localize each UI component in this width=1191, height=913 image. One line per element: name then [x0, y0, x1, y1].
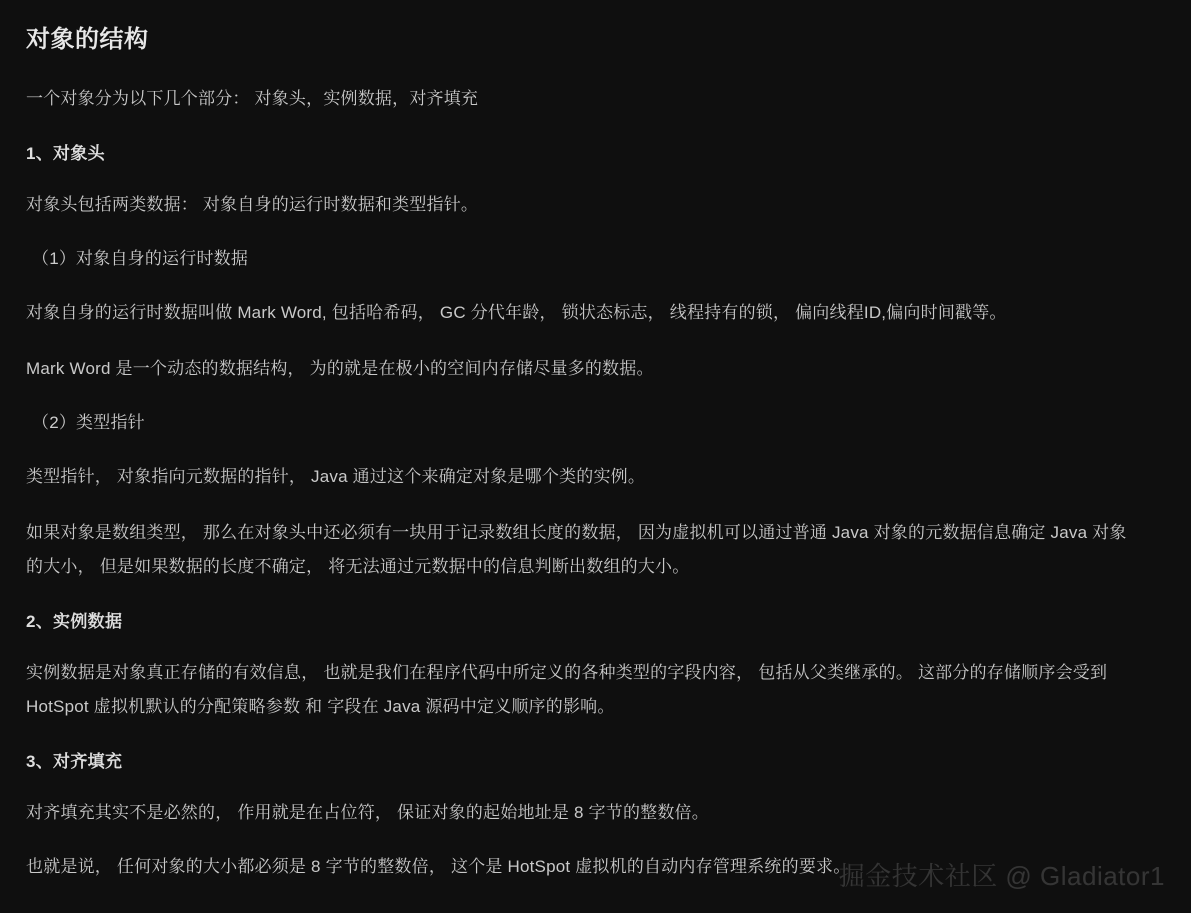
- subsection-paragraph: 对象自身的运行时数据叫做 Mark Word, 包括哈希码， GC 分代年龄， 锁状态标志， 线程持有的锁， 偏向线程ID,偏向时间戳等。: [26, 303, 1007, 322]
- section-heading-instance-data: 2、实例数据: [26, 612, 123, 631]
- subsection-heading-type-pointer: （2）类型指针: [32, 413, 145, 432]
- section-heading-object-header: 1、对象头: [26, 144, 105, 163]
- section-heading-padding: 3、对齐填充: [26, 752, 123, 771]
- intro-paragraph: 一个对象分为以下几个部分： 对象头，实例数据，对齐填充: [26, 89, 479, 108]
- section-paragraph: 对齐填充其实不是必然的， 作用就是在占位符， 保证对象的起始地址是 8 字节的整数倍。: [26, 803, 709, 822]
- subsection-paragraph: 如果对象是数组类型， 那么在对象头中还必须有一块用于记录数组长度的数据， 因为虚拟机可以通过普通 Java 对象的元数据信息确定 Java 对象的大小， 但是如果数据的长度不确定， 将无法通过元数据中的信息判断出数组的大小。: [26, 523, 1127, 576]
- section-paragraph: 实例数据是对象真正存储的有效信息， 也就是我们在程序代码中所定义的各种类型的字段内容， 包括从父类继承的。 这部分的存储顺序会受到 HotSpot 虚拟机默认的分配策略参数 和 字段在 Java 源码中定义顺序的影响。: [26, 663, 1108, 716]
- section-paragraph: 也就是说， 任何对象的大小都必须是 8 字节的整数倍， 这个是 HotSpot 虚拟机的自动内存管理系统的要求。: [26, 857, 851, 876]
- section-paragraph: 对象头包括两类数据： 对象自身的运行时数据和类型指针。: [26, 195, 479, 214]
- subsection-paragraph: 类型指针， 对象指向元数据的指针， Java 通过这个来确定对象是哪个类的实例。: [26, 467, 646, 486]
- subsection-paragraph: Mark Word 是一个动态的数据结构， 为的就是在极小的空间内存储尽量多的数据。: [26, 359, 654, 378]
- page-title: 对象的结构: [26, 26, 149, 53]
- watermark: 掘金技术社区 @ Gladiator1: [838, 861, 1165, 891]
- subsection-heading-runtime-data: （1）对象自身的运行时数据: [32, 249, 249, 268]
